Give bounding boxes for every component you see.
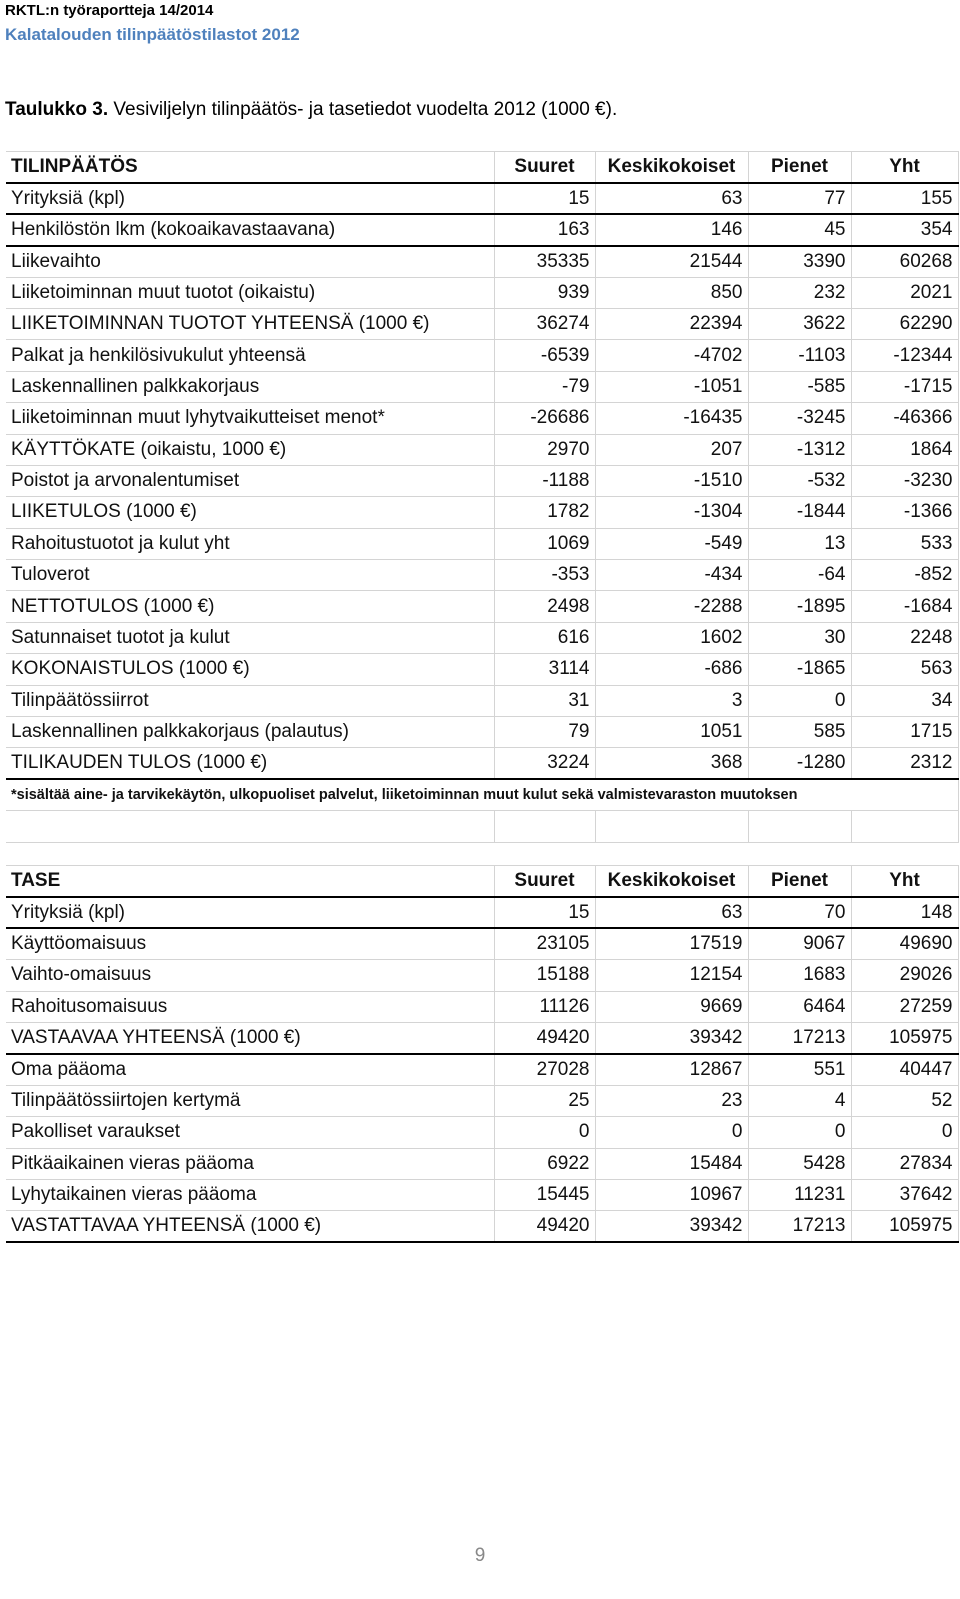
value-cell: 9067 (748, 928, 851, 959)
value-cell: -4702 (595, 340, 748, 371)
value-cell: 17213 (748, 1211, 851, 1242)
value-cell: 2312 (851, 748, 958, 779)
value-cell: 2970 (494, 434, 595, 465)
value-cell: 27259 (851, 991, 958, 1022)
income-statement-header-row (6, 152, 958, 183)
value-cell: 354 (851, 214, 958, 245)
value-cell: 17519 (595, 928, 748, 959)
table-row (6, 403, 958, 434)
value-cell: 63 (595, 897, 748, 928)
row-label: Tuloverot (6, 560, 494, 591)
footnote-row (6, 779, 958, 810)
value-cell: 232 (748, 277, 851, 308)
value-cell: -12344 (851, 340, 958, 371)
table-row (6, 654, 958, 685)
value-cell: 1715 (851, 717, 958, 748)
value-cell: 563 (851, 654, 958, 685)
value-cell: 1864 (851, 434, 958, 465)
value-cell: 49420 (494, 1022, 595, 1053)
value-cell: -1865 (748, 654, 851, 685)
value-cell: 27834 (851, 1148, 958, 1179)
value-cell: -434 (595, 560, 748, 591)
table-row (6, 465, 958, 496)
row-label: Liikevaihto (6, 246, 494, 277)
value-cell: 11231 (748, 1179, 851, 1210)
value-cell: -64 (748, 560, 851, 591)
value-cell: 4 (748, 1085, 851, 1116)
value-cell: 10967 (595, 1179, 748, 1210)
column-header: Yht (851, 866, 958, 897)
value-cell: 1602 (595, 622, 748, 653)
value-cell: -686 (595, 654, 748, 685)
value-cell: -79 (494, 371, 595, 402)
value-cell: 37642 (851, 1179, 958, 1210)
value-cell: 15484 (595, 1148, 748, 1179)
value-cell: -3230 (851, 465, 958, 496)
value-cell: 6464 (748, 991, 851, 1022)
value-cell: -1510 (595, 465, 748, 496)
row-label: Henkilöstön lkm (kokoaikavastaavana) (6, 214, 494, 245)
value-cell: 27028 (494, 1054, 595, 1085)
table-row (6, 434, 958, 465)
table-row (6, 685, 958, 716)
value-cell: 850 (595, 277, 748, 308)
value-cell: 35335 (494, 246, 595, 277)
value-cell: 12867 (595, 1054, 748, 1085)
value-cell: 105975 (851, 1211, 958, 1242)
value-cell: 15 (494, 897, 595, 928)
row-label: Pakolliset varaukset (6, 1117, 494, 1148)
value-cell: -1304 (595, 497, 748, 528)
value-cell: 939 (494, 277, 595, 308)
table-row (6, 991, 958, 1022)
empty-cell (595, 811, 748, 842)
row-label: Satunnaiset tuotot ja kulut (6, 622, 494, 653)
value-cell: -532 (748, 465, 851, 496)
value-cell: 616 (494, 622, 595, 653)
table-row (6, 371, 958, 402)
table-row (6, 183, 958, 214)
value-cell: 533 (851, 528, 958, 559)
row-label: Poistot ja arvonalentumiset (6, 465, 494, 496)
row-label: KOKONAISTULOS (1000 €) (6, 654, 494, 685)
table-row (6, 717, 958, 748)
income-statement-table (6, 151, 959, 843)
value-cell: 0 (494, 1117, 595, 1148)
row-label: Tilinpäätössiirtojen kertymä (6, 1085, 494, 1116)
value-cell: 23 (595, 1085, 748, 1116)
value-cell: 15 (494, 183, 595, 214)
value-cell: 3 (595, 685, 748, 716)
value-cell: -1895 (748, 591, 851, 622)
table-row (6, 1148, 958, 1179)
row-label: Oma pääoma (6, 1054, 494, 1085)
value-cell: 39342 (595, 1211, 748, 1242)
value-cell: 3114 (494, 654, 595, 685)
value-cell: 0 (748, 1117, 851, 1148)
table-row (6, 277, 958, 308)
value-cell: 0 (748, 685, 851, 716)
value-cell: 207 (595, 434, 748, 465)
row-label: KÄYTTÖKATE (oikaistu, 1000 €) (6, 434, 494, 465)
table-row (6, 214, 958, 245)
value-cell: -26686 (494, 403, 595, 434)
table-caption (5, 97, 617, 123)
value-cell: 0 (851, 1117, 958, 1148)
table-caption-text: Vesiviljelyn tilinpäätös- ja tasetiedot vuodelta 2012 (1000 €). (113, 99, 618, 120)
value-cell: -549 (595, 528, 748, 559)
value-cell: 11126 (494, 991, 595, 1022)
report-series-title: RKTL:n työraportteja 14/2014 (5, 2, 214, 19)
value-cell: 40447 (851, 1054, 958, 1085)
column-header: Pienet (748, 152, 851, 183)
value-cell: 585 (748, 717, 851, 748)
row-label: LIIKETULOS (1000 €) (6, 497, 494, 528)
value-cell: 9669 (595, 991, 748, 1022)
balance-sheet-table (6, 865, 959, 1243)
column-header: TILINPÄÄTÖS (6, 152, 494, 183)
balance-sheet-header-row (6, 866, 958, 897)
value-cell: 34 (851, 685, 958, 716)
value-cell: -353 (494, 560, 595, 591)
value-cell: 2248 (851, 622, 958, 653)
table-row (6, 1211, 958, 1242)
value-cell: -1715 (851, 371, 958, 402)
value-cell: 148 (851, 897, 958, 928)
column-header: Yht (851, 152, 958, 183)
table-row (6, 1085, 958, 1116)
table-row (6, 928, 958, 959)
value-cell: 23105 (494, 928, 595, 959)
value-cell: 25 (494, 1085, 595, 1116)
value-cell: 551 (748, 1054, 851, 1085)
value-cell: 49420 (494, 1211, 595, 1242)
table-row (6, 1179, 958, 1210)
value-cell: 49690 (851, 928, 958, 959)
row-label: Laskennallinen palkkakorjaus (6, 371, 494, 402)
row-label: VASTAAVAA YHTEENSÄ (1000 €) (6, 1022, 494, 1053)
value-cell: 5428 (748, 1148, 851, 1179)
value-cell: 12154 (595, 960, 748, 991)
column-header: Suuret (494, 866, 595, 897)
table-row (6, 1054, 958, 1085)
row-label: Käyttöomaisuus (6, 928, 494, 959)
table-row (6, 497, 958, 528)
value-cell: 1782 (494, 497, 595, 528)
balance-sheet-body (6, 897, 958, 1242)
value-cell: 52 (851, 1085, 958, 1116)
row-label: Rahoitustuotot ja kulut yht (6, 528, 494, 559)
value-cell: 6922 (494, 1148, 595, 1179)
column-header: Keskikokoiset (595, 152, 748, 183)
column-header: Pienet (748, 866, 851, 897)
value-cell: -1684 (851, 591, 958, 622)
value-cell: 36274 (494, 308, 595, 339)
row-label: LIIKETOIMINNAN TUOTOT YHTEENSÄ (1000 €) (6, 308, 494, 339)
value-cell: 3224 (494, 748, 595, 779)
table-row (6, 748, 958, 779)
empty-cell (494, 811, 595, 842)
value-cell: -1051 (595, 371, 748, 402)
value-cell: -1844 (748, 497, 851, 528)
footnote: *sisältää aine- ja tarvikekäytön, ulkopuoliset palvelut, liiketoiminnan muut kulut sekä valmistevaraston muutoksen (6, 779, 958, 810)
income-statement-body (6, 183, 958, 779)
value-cell: 22394 (595, 308, 748, 339)
spacer-row (6, 811, 958, 842)
value-cell: 1069 (494, 528, 595, 559)
row-label: Yrityksiä (kpl) (6, 897, 494, 928)
table-row (6, 560, 958, 591)
row-label: Lyhytaikainen vieras pääoma (6, 1179, 494, 1210)
value-cell: 3622 (748, 308, 851, 339)
table-row (6, 528, 958, 559)
value-cell: -585 (748, 371, 851, 402)
row-label: TILIKAUDEN TULOS (1000 €) (6, 748, 494, 779)
value-cell: 2021 (851, 277, 958, 308)
value-cell: -1280 (748, 748, 851, 779)
table-row (6, 960, 958, 991)
value-cell: -1188 (494, 465, 595, 496)
value-cell: 1051 (595, 717, 748, 748)
column-header: Suuret (494, 152, 595, 183)
empty-cell (6, 811, 494, 842)
value-cell: 39342 (595, 1022, 748, 1053)
value-cell: 21544 (595, 246, 748, 277)
table-row (6, 622, 958, 653)
table-row (6, 1117, 958, 1148)
value-cell: 15445 (494, 1179, 595, 1210)
value-cell: 77 (748, 183, 851, 214)
row-label: Pitkäaikainen vieras pääoma (6, 1148, 494, 1179)
row-label: VASTATTAVAA YHTEENSÄ (1000 €) (6, 1211, 494, 1242)
row-label: Tilinpäätössiirrot (6, 685, 494, 716)
value-cell: -852 (851, 560, 958, 591)
report-subtitle: Kalatalouden tilinpäätöstilastot 2012 (5, 25, 300, 44)
row-label: NETTOTULOS (1000 €) (6, 591, 494, 622)
value-cell: 62290 (851, 308, 958, 339)
value-cell: -1312 (748, 434, 851, 465)
value-cell: 0 (595, 1117, 748, 1148)
row-label: Yrityksiä (kpl) (6, 183, 494, 214)
value-cell: 2498 (494, 591, 595, 622)
value-cell: 105975 (851, 1022, 958, 1053)
row-label: Laskennallinen palkkakorjaus (palautus) (6, 717, 494, 748)
value-cell: -2288 (595, 591, 748, 622)
value-cell: 63 (595, 183, 748, 214)
row-label: Palkat ja henkilösivukulut yhteensä (6, 340, 494, 371)
row-label: Liiketoiminnan muut tuotot (oikaistu) (6, 277, 494, 308)
row-label: Liiketoiminnan muut lyhytvaikutteiset menot* (6, 403, 494, 434)
empty-cell (851, 811, 958, 842)
table-row (6, 308, 958, 339)
value-cell: 146 (595, 214, 748, 245)
value-cell: 29026 (851, 960, 958, 991)
table-row (6, 340, 958, 371)
value-cell: -1366 (851, 497, 958, 528)
value-cell: 30 (748, 622, 851, 653)
value-cell: 15188 (494, 960, 595, 991)
row-label: Vaihto-omaisuus (6, 960, 494, 991)
value-cell: -1103 (748, 340, 851, 371)
value-cell: -46366 (851, 403, 958, 434)
value-cell: 163 (494, 214, 595, 245)
value-cell: 17213 (748, 1022, 851, 1053)
table-caption-label: Taulukko 3. (5, 99, 109, 120)
table-row (6, 246, 958, 277)
value-cell: 1683 (748, 960, 851, 991)
value-cell: -3245 (748, 403, 851, 434)
table-row (6, 897, 958, 928)
row-label: Rahoitusomaisuus (6, 991, 494, 1022)
value-cell: 79 (494, 717, 595, 748)
value-cell: 60268 (851, 246, 958, 277)
value-cell: 45 (748, 214, 851, 245)
value-cell: 31 (494, 685, 595, 716)
value-cell: 3390 (748, 246, 851, 277)
value-cell: 155 (851, 183, 958, 214)
value-cell: -16435 (595, 403, 748, 434)
value-cell: 368 (595, 748, 748, 779)
column-header: TASE (6, 866, 494, 897)
value-cell: -6539 (494, 340, 595, 371)
empty-cell (748, 811, 851, 842)
column-header: Keskikokoiset (595, 866, 748, 897)
page-number: 9 (474, 1545, 486, 1566)
value-cell: 70 (748, 897, 851, 928)
table-row (6, 591, 958, 622)
table-row (6, 1022, 958, 1053)
value-cell: 13 (748, 528, 851, 559)
